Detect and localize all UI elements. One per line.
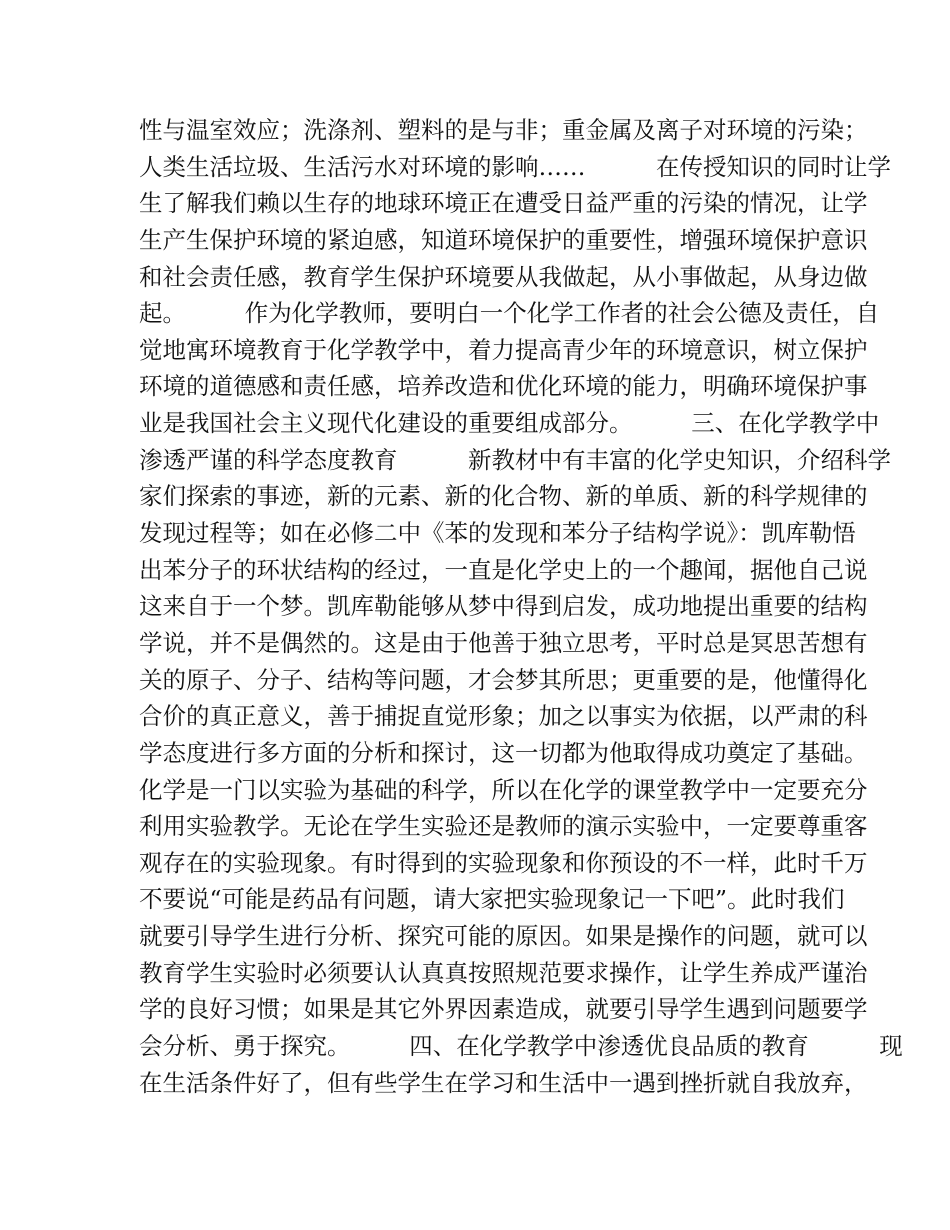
- text-line: 生了解我们赖以生存的地球环境正在遭受日益严重的污染的情况，让学: [139, 189, 868, 218]
- text-line: 就要引导学生进行分析、探究可能的原因。如果是操作的问题，就可以: [139, 922, 868, 951]
- text-line: 家们探索的事迹，新的元素、新的化合物、新的单质、新的科学规律的: [139, 482, 868, 511]
- text-line: 教育学生实验时必须要认认真真按照规范要求操作，让学生养成严谨治: [139, 958, 868, 987]
- text-line: 渗透严谨的科学态度教育 新教材中有丰富的化学史知识，介绍科学: [139, 445, 891, 474]
- text-line: 业是我国社会主义现代化建设的重要组成部分。 三、在化学教学中: [139, 409, 880, 438]
- text-line: 在生活条件好了，但有些学生在学习和生活中一遇到挫折就自我放弃，: [139, 1068, 868, 1097]
- text-line: 利用实验教学。无论在学生实验还是教师的演示实验中，一定要尊重客: [139, 812, 868, 841]
- text-line: 学的良好习惯；如果是其它外界因素造成，就要引导学生遇到问题要学: [139, 995, 868, 1024]
- body-text: [139, 112, 903, 1101]
- text-line: 学态度进行多方面的分析和探讨，这一切都为他取得成功奠定了基础。: [139, 738, 868, 767]
- text-line: 学说，并不是偶然的。这是由于他善于独立思考，平时总是冥思苦想有: [139, 628, 868, 657]
- text-line: 和社会责任感，教育学生保护环境要从我做起，从小事做起，从身边做: [139, 262, 868, 291]
- text-line: 性与温室效应；洗涤剂、塑料的是与非；重金属及离子对环境的污染；: [139, 116, 868, 144]
- text-line: 出苯分子的环状结构的经过，一直是化学史上的一个趣闻，据他自己说: [139, 555, 868, 584]
- text-line: 起。 作为化学教师，要明白一个化学工作者的社会公德及责任，自: [139, 299, 880, 328]
- text-line: 这来自于一个梦。凯库勒能够从梦中得到启发，成功地提出重要的结构: [139, 592, 868, 621]
- text-line: 发现过程等；如在必修二中《苯的发现和苯分子结构学说》：凯库勒悟: [139, 519, 856, 548]
- text-line: 合价的真正意义，善于捕捉直觉形象；加之以事实为依据，以严肃的科: [139, 702, 868, 731]
- text-line: 环境的道德感和责任感，培养改造和优化环境的能力，明确环境保护事: [139, 372, 868, 401]
- text-line: 觉地寓环境教育于化学教学中，着力提高青少年的环境意识，树立保护: [139, 335, 868, 364]
- text-line: 不要说“可能是药品有问题，请大家把实验现象记一下吧”。此时我们: [139, 885, 845, 914]
- text-line: 观存在的实验现象。有时得到的实验现象和你预设的不一样，此时千万: [139, 848, 868, 877]
- text-line: 生产生保护环境的紧迫感，知道环境保护的重要性，增强环境保护意识: [139, 225, 868, 254]
- text-line: 关的原子、分子、结构等问题，才会梦其所思；更重要的是，他懂得化: [139, 665, 868, 694]
- text-line: 化学是一门以实验为基础的科学，所以在化学的课堂教学中一定要充分: [139, 775, 868, 804]
- text-line: 人类生活垃圾、生活污水对环境的影响…… 在传授知识的同时让学: [139, 152, 891, 181]
- text-line: 会分析、勇于探究。 四、在化学教学中渗透优良品质的教育 现: [139, 1032, 903, 1061]
